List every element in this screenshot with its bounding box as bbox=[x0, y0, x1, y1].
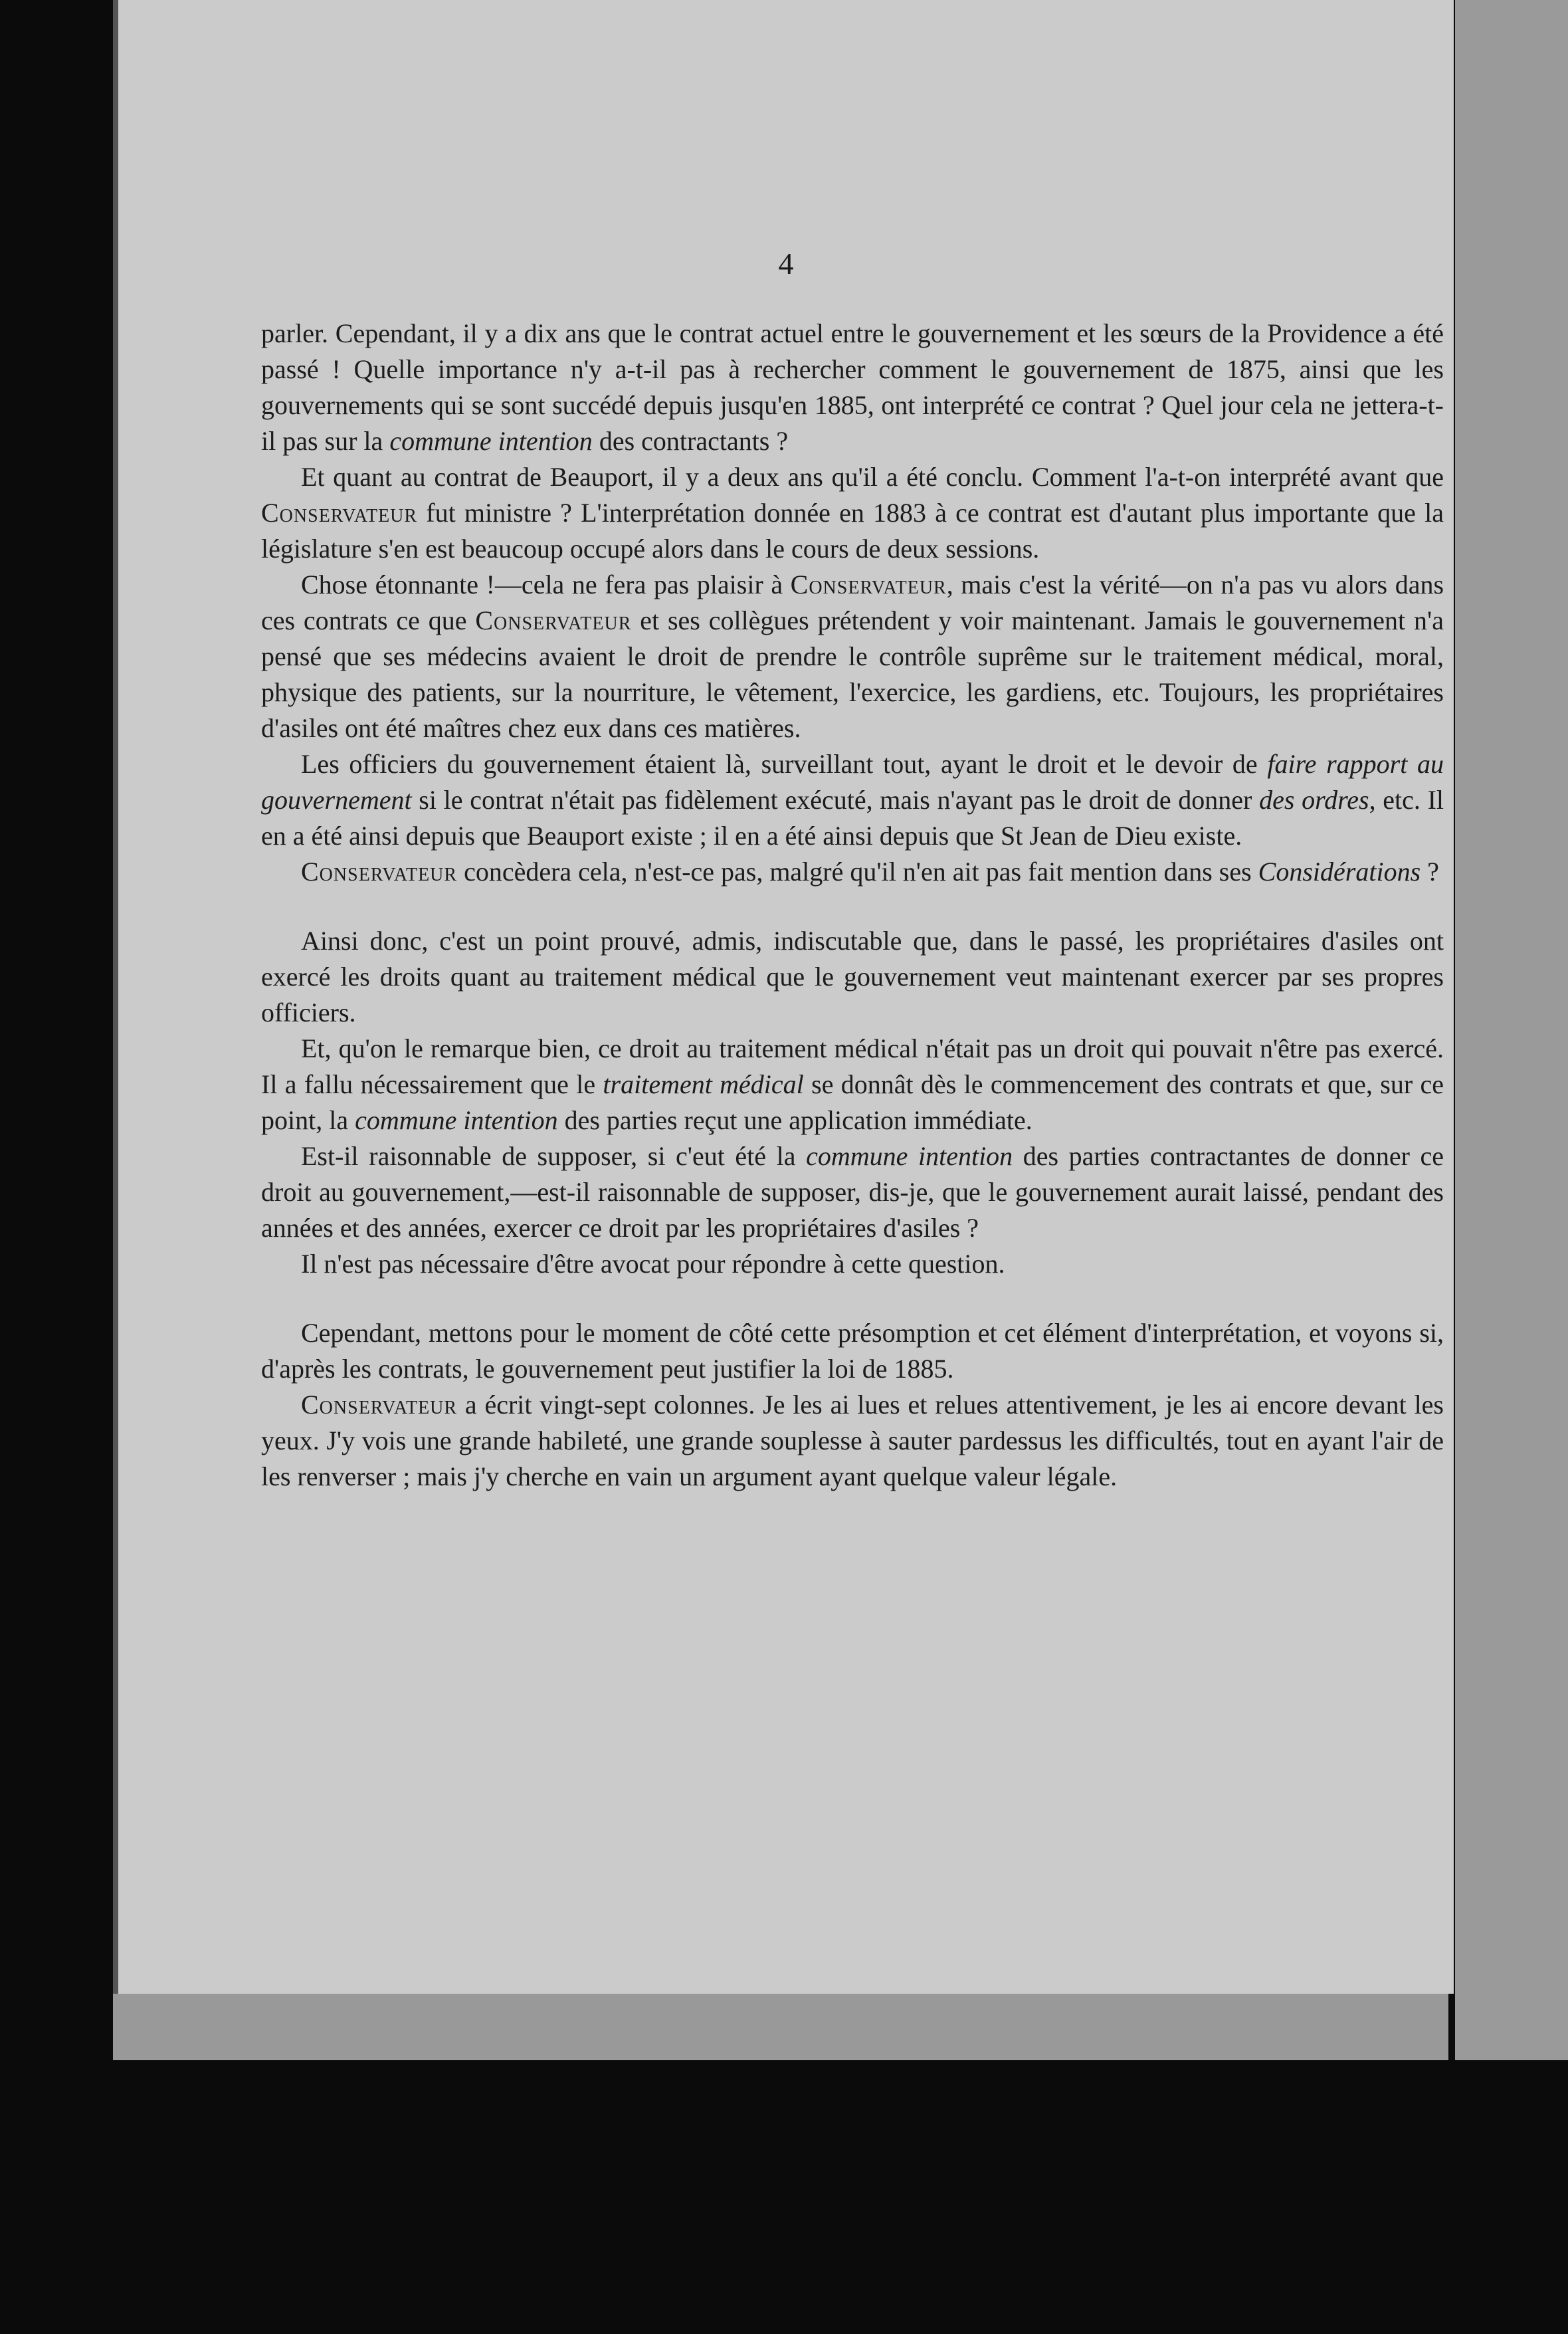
text-run: des parties reçut une application immédiate. bbox=[557, 1105, 1032, 1135]
italic-text: commune intention bbox=[389, 426, 593, 456]
italic-text: faire rapport au gouvernement bbox=[261, 749, 1444, 815]
text-run: Chose étonnante !—cela ne fera pas plaisir à bbox=[301, 570, 791, 599]
italic-text: des ordres bbox=[1259, 785, 1369, 815]
text-run: Cependant, mettons pour le moment de côté cette présomption et cet élément d'interprétation, et voyons si, d'après les contrats, le gouvernement peut justifier la loi de 1885. bbox=[261, 1318, 1444, 1384]
paragraph bbox=[261, 316, 1444, 459]
page-body bbox=[261, 316, 1444, 1495]
paragraph bbox=[261, 459, 1444, 567]
text-run: concèdera cela, n'est-ce pas, malgré qu'il n'en ait pas fait mention dans ses bbox=[457, 857, 1258, 887]
text-run: Et, qu'on le remarque bien, ce droit au traitement médical n'était pas un droit qui pouvait n'être pas exercé. Il a fallu nécessairement que le bbox=[261, 1033, 1444, 1099]
text-run: des contractants ? bbox=[592, 426, 789, 456]
text-run: a écrit vingt-sept colonnes. Je les ai lues et relues attentivement, je les ai encore devant les yeux. J'y vois une grande habileté, une grande souplesse à sauter pardessus les difficultés, tout en ayant l'air de les renverser ; mais j'y cherche en vain un argument ayant quelque valeur légale. bbox=[261, 1390, 1444, 1491]
page-number: 4 bbox=[778, 247, 794, 280]
paragraph bbox=[261, 746, 1444, 854]
text-run: fut ministre ? L'interprétation donnée en 1883 à ce contrat est d'autant plus importante que la législature s'en est beaucoup occupé alors dans le cours de deux sessions. bbox=[261, 498, 1444, 564]
italic-text: traitement médical bbox=[603, 1069, 804, 1099]
paragraph bbox=[261, 1387, 1444, 1495]
text-run: , etc. Il en a été ainsi depuis que Beauport existe ; il en a été ainsi depuis que St Jean de Dieu existe. bbox=[261, 785, 1444, 851]
small-caps-name: Conservateur bbox=[301, 1390, 458, 1420]
text-run: Ainsi donc, c'est un point prouvé, admis, indiscutable que, dans le passé, les propriétaires d'asiles ont exercé les droits quant au traitement médical que le gouvernement veut maintenant exercer par ses propres officiers. bbox=[261, 926, 1444, 1027]
small-caps-name: Conservateur bbox=[475, 605, 632, 635]
text-run: si le contrat n'était pas fidèlement exécuté, mais n'ayant pas le droit de donner bbox=[411, 785, 1260, 815]
text-run: Et quant au contrat de Beauport, il y a deux ans qu'il a été conclu. Comment l'a-t-on interprété avant que bbox=[301, 462, 1444, 492]
page-bottom-edge bbox=[113, 1994, 1448, 2060]
paragraph bbox=[261, 923, 1444, 1031]
paragraph bbox=[261, 1246, 1444, 1282]
text-run: , mais c'est la vérité—on n'a pas vu alors dans ces contrats ce que bbox=[261, 570, 1444, 635]
adjacent-page-edge bbox=[1455, 0, 1568, 2060]
text-run: et ses collègues prétendent y voir maintenant. Jamais le gouvernement n'a pensé que ses médecins avaient le droit de prendre le contrôle suprême sur le traitement médical, moral, physique des patients, sur la nourriture, le vêtement, l'exercice, les gardiens, etc. Toujours, les propriétaires d'asiles ont été maîtres chez eux dans ces matières. bbox=[261, 605, 1444, 743]
text-run: se donnât dès le commencement des contrats et que, sur ce point, la bbox=[261, 1069, 1444, 1135]
small-caps-name: Conservateur bbox=[301, 857, 458, 887]
italic-text: commune intention bbox=[806, 1141, 1013, 1171]
document-page bbox=[113, 0, 1454, 1994]
paragraph bbox=[261, 1315, 1444, 1387]
section-gap bbox=[261, 1282, 1444, 1315]
text-run: ? bbox=[1421, 857, 1439, 887]
section-gap bbox=[261, 890, 1444, 923]
text-run: des parties contractantes de donner ce droit au gouvernement,—est-il raisonnable de supposer, dis-je, que le gouvernement aurait laissé, pendant des années et des années, exercer ce droit par les propriétaires d'asiles ? bbox=[261, 1141, 1444, 1243]
italic-text: Considérations bbox=[1258, 857, 1421, 887]
small-caps-name: Conservateur bbox=[261, 498, 418, 528]
text-run: Il n'est pas nécessaire d'être avocat pour répondre à cette question. bbox=[301, 1249, 1005, 1279]
small-caps-name: Conservateur bbox=[790, 570, 947, 599]
italic-text: commune intention bbox=[355, 1105, 558, 1135]
text-run: Est-il raisonnable de supposer, si c'eut été la bbox=[301, 1141, 807, 1171]
text-run: parler. Cependant, il y a dix ans que le contrat actuel entre le gouvernement et les sœurs de la Providence a été passé ! Quelle importance n'y a-t-il pas à rechercher comment le gouvernement de 1875, ainsi que les gouvernements qui se sont succédé depuis jusqu'en 1885, ont interprété ce contrat ? Quel jour cela ne jettera-t-il pas sur la bbox=[261, 318, 1444, 456]
paragraph bbox=[261, 854, 1444, 890]
paragraph bbox=[261, 1031, 1444, 1138]
paragraph bbox=[261, 567, 1444, 746]
paragraph bbox=[261, 1138, 1444, 1246]
text-run: Les officiers du gouvernement étaient là, surveillant tout, ayant le droit et le devoir de bbox=[301, 749, 1268, 779]
